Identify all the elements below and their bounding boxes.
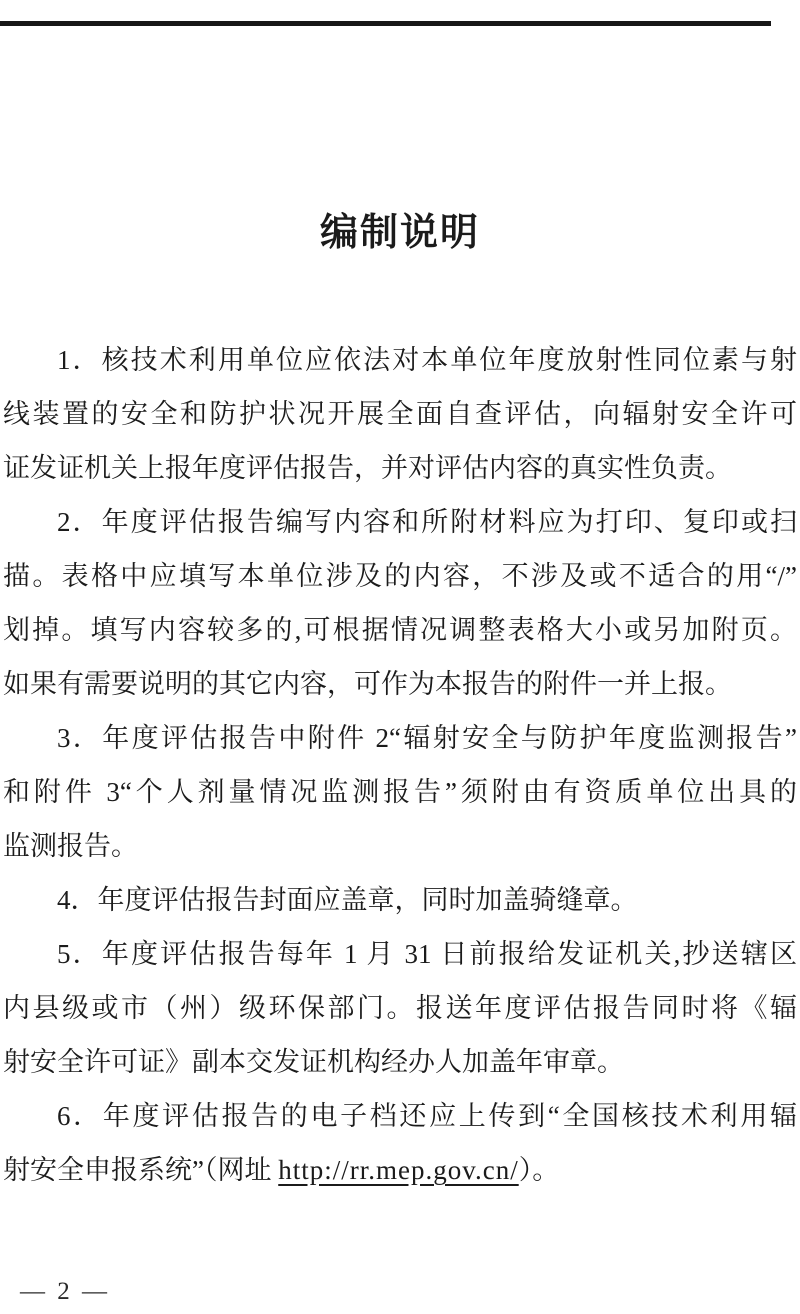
text-segment: 如果有需要说明的其它内容，可作为本报告的附件一并上报。 bbox=[3, 669, 732, 699]
body-line bbox=[3, 1143, 797, 1197]
text-segment: 线装置的安全和防护状况开展全面自查评估，向辐射安全许可 bbox=[3, 399, 797, 429]
page-number: — 2 — bbox=[20, 1278, 110, 1305]
text-segment: 监测报告。 bbox=[3, 831, 138, 861]
body-line bbox=[3, 981, 797, 1035]
body-line bbox=[3, 819, 797, 873]
body-line bbox=[3, 333, 797, 387]
text-segment: 5．年度评估报告每年 1 月 31 日前报给发证机关,抄送辖区 bbox=[57, 939, 797, 969]
text-segment: 射安全申报系统”（网址 bbox=[3, 1155, 279, 1185]
text-segment: 划掉。填写内容较多的,可根据情况调整表格大小或另加附页。 bbox=[3, 615, 797, 645]
body-line bbox=[3, 1089, 797, 1143]
body-line bbox=[3, 873, 797, 927]
text-segment: 6．年度评估报告的电子档还应上传到“全国核技术利用辐 bbox=[57, 1101, 797, 1131]
body-line bbox=[3, 387, 797, 441]
body-line bbox=[3, 765, 797, 819]
body-line bbox=[3, 1035, 797, 1089]
body-line bbox=[3, 441, 797, 495]
body-line bbox=[3, 657, 797, 711]
text-segment: 内县级或市（州）级环保部门。报送年度评估报告同时将《辐 bbox=[3, 993, 797, 1023]
body-line bbox=[3, 927, 797, 981]
body-line bbox=[3, 549, 797, 603]
text-segment: 4．年度评估报告封面应盖章，同时加盖骑缝章。 bbox=[57, 885, 638, 915]
text-segment: 2．年度评估报告编写内容和所附材料应为打印、复印或扫 bbox=[57, 507, 797, 537]
text-segment: 描。表格中应填写本单位涉及的内容，不涉及或不适合的用“/” bbox=[3, 561, 797, 591]
body-line bbox=[3, 711, 797, 765]
body-line bbox=[3, 495, 797, 549]
text-segment: 证发证机关上报年度评估报告，并对评估内容的真实性负责。 bbox=[3, 453, 732, 483]
document-title: 编制说明 bbox=[319, 212, 480, 254]
document-body bbox=[3, 333, 797, 1197]
text-segment: ）。 bbox=[518, 1155, 560, 1185]
text-segment: 3．年度评估报告中附件 2“辐射安全与防护年度监测报告” bbox=[57, 723, 797, 753]
text-segment: 和附件 3“个人剂量情况监测报告”须附由有资质单位出具的 bbox=[3, 777, 797, 807]
body-line bbox=[3, 603, 797, 657]
text-segment: 射安全许可证》副本交发证机构经办人加盖年审章。 bbox=[3, 1047, 624, 1077]
text-segment: 1．核技术利用单位应依法对本单位年度放射性同位素与射 bbox=[57, 345, 797, 375]
url-link[interactable]: http://rr.mep.gov.cn/ bbox=[278, 1155, 519, 1185]
header-rule bbox=[0, 21, 771, 26]
